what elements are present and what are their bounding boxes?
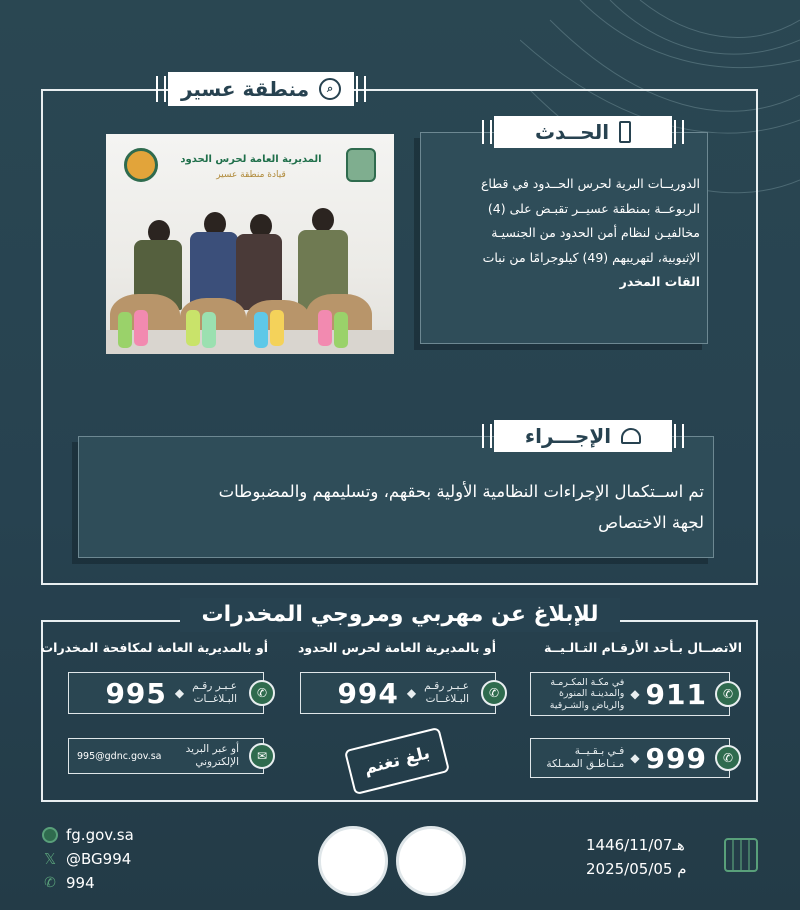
card-number: 999: [645, 741, 707, 775]
card-line: عـبـر رقـم: [424, 680, 469, 692]
card-line: والمدينـة المنورة: [558, 688, 625, 700]
card-number: 995: [105, 676, 167, 710]
email-address[interactable]: 995@gdnc.gov.sa: [77, 750, 162, 762]
card-994[interactable]: [300, 672, 500, 714]
col-header-narcotics: أو بالمديرية العامة لمكافحة المخدرات: [40, 640, 268, 655]
diamond-arrow-icon: ◆: [630, 751, 640, 765]
report-heading-text: للإبلاغ عن مهربي ومروجي المخدرات: [201, 602, 599, 627]
footer-handle-row[interactable]: [42, 850, 131, 868]
seizure-photo: [106, 134, 394, 354]
event-badge-label: الحــدث: [534, 120, 610, 144]
phone-icon: ✆: [715, 681, 741, 707]
card-999-text: [546, 745, 624, 771]
globe-icon: [42, 827, 58, 843]
region-badge: [168, 72, 354, 106]
event-line: الدوريــات البرية لحرس الحــدود في قطاع: [480, 176, 700, 191]
card-995[interactable]: [68, 672, 268, 714]
siren-icon: [621, 428, 641, 444]
event-line: الربوعــة بمنطقة عسيــر تقبـض على (4): [487, 200, 700, 216]
footer-phone[interactable]: 994: [66, 874, 95, 892]
x-logo-icon: 𝕏: [43, 850, 57, 868]
email-line: الإلكتروني: [195, 756, 239, 768]
email-card-text: [186, 743, 239, 769]
date-hijri: 1446/11/07هـ: [586, 836, 685, 854]
email-card[interactable]: [68, 738, 268, 774]
report-heading: [180, 598, 620, 632]
phone-icon: ✆: [481, 680, 507, 706]
phone-icon: ✆: [44, 875, 56, 891]
phone-icon: ✆: [249, 680, 275, 706]
card-number: 994: [337, 676, 399, 710]
map-search-icon: ⌕: [319, 78, 341, 100]
border-guard-logo: [124, 148, 158, 182]
diamond-arrow-icon: ◆: [630, 687, 640, 701]
procedure-badge: [494, 420, 672, 452]
border-guard-emblem: [396, 826, 466, 896]
region-title: منطقة عسير: [180, 77, 310, 101]
col-header-call: الاتصــال بـأحد الأرقـام التـالـيــة: [544, 640, 742, 655]
procedure-badge-label: الإجـــراء: [524, 424, 612, 448]
photo-banner-title: المديرية العامة لحرس الحدود: [180, 154, 322, 165]
walkie-talkie-icon: [619, 121, 631, 143]
kingdom-emblem: [346, 148, 376, 182]
col-header-border-guard: أو بالمديرية العامة لحرس الحدود: [297, 640, 496, 655]
card-line: والرياض والشـرقية: [549, 699, 625, 711]
card-number: 911: [645, 677, 707, 711]
event-text: [428, 172, 700, 295]
photo-banner-subtitle: قيادة منطقة عسير: [216, 170, 286, 180]
email-icon: ✉: [249, 743, 275, 769]
procedure-text: [92, 476, 704, 538]
date-gregorian: 2025/05/05 م: [586, 860, 687, 878]
card-line: البـلاغــات: [193, 693, 237, 705]
card-line: فـي بـقـيــة: [574, 745, 625, 757]
card-line: مـنـاطـق الممـلكة: [546, 758, 625, 770]
calendar-icon: [724, 838, 758, 872]
footer-phone-row[interactable]: [42, 874, 95, 892]
card-994-text: [424, 680, 469, 706]
website-link[interactable]: fg.gov.sa: [66, 826, 134, 844]
diamond-arrow-icon: ◆: [174, 686, 185, 700]
card-999[interactable]: [530, 738, 734, 778]
event-badge: [494, 116, 672, 148]
diamond-arrow-icon: ◆: [406, 686, 417, 700]
stamp-text: بلغ تغنم: [362, 743, 432, 779]
card-line: البـلاغــات: [425, 693, 469, 705]
footer-website-row[interactable]: [42, 826, 134, 844]
narcotics-directorate-emblem: [318, 826, 388, 896]
card-line: في مكـة المكـرمـة: [550, 676, 625, 688]
social-handle[interactable]: @BG994: [66, 850, 132, 868]
procedure-line: لجهة الاختصاص: [598, 513, 704, 532]
card-line: عـبـر رقـم: [192, 680, 237, 692]
procedure-line: تم اســتكمال الإجراءات النظامية الأولية بحقهم، وتسليمهم والمضبوطات: [218, 482, 704, 501]
phone-icon: ✆: [715, 745, 741, 771]
event-line: مخالفيـن لنظام أمن الحدود من الجنسيـة: [491, 225, 700, 240]
card-911-text: [550, 677, 625, 712]
event-line: الإثيوبية، لتهريبهم (49) كيلوجرامًا من نبات: [482, 249, 700, 265]
card-911[interactable]: [530, 672, 734, 716]
email-line: أو عبر البريد: [185, 743, 239, 755]
card-995-text: [192, 680, 237, 706]
event-line: القات المخدر: [619, 274, 700, 289]
